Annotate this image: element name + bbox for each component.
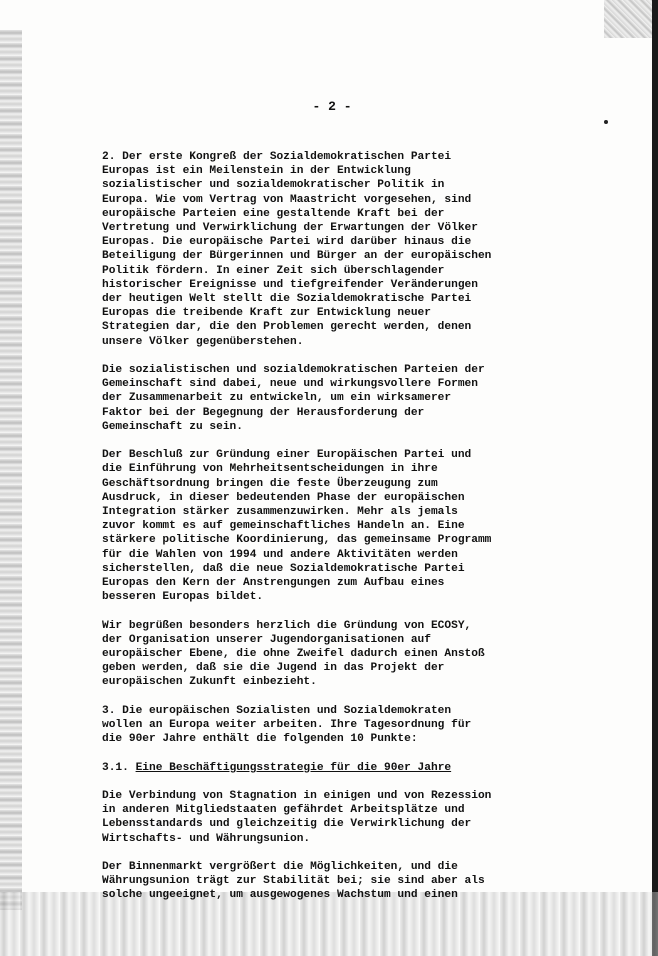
scan-edge-right bbox=[652, 0, 658, 956]
text-line: stärkere politische Koordinierung, das gemeinsame Programm bbox=[102, 534, 492, 547]
text-line: Europa. Wie vom Vertrag von Maastricht vorgesehen, sind bbox=[102, 193, 472, 206]
section-number: 3.1. bbox=[102, 761, 136, 774]
text-line: Gemeinschaft zu sein. bbox=[102, 420, 243, 433]
paragraph bbox=[102, 448, 542, 604]
text-line: solche ungeeignet, um ausgewogenes Wachstum und einen bbox=[102, 889, 458, 902]
text-line: Der Binnenmarkt vergrößert die Möglichkeiten, und die bbox=[102, 861, 458, 874]
scan-speck bbox=[604, 120, 608, 124]
document-body bbox=[102, 150, 542, 917]
scan-noise-top-right bbox=[604, 0, 652, 38]
text-line: in anderen Mitgliedstaaten gefährdet Arbeitsplätze und bbox=[102, 804, 465, 817]
text-line: unsere Völker gegenüberstehen. bbox=[102, 335, 304, 348]
text-line: Die sozialistischen und sozialdemokratischen Parteien der bbox=[102, 364, 485, 377]
text-line: Europas ist ein Meilenstein in der Entwicklung bbox=[102, 165, 411, 178]
text-line: Wirtschafts- und Währungsunion. bbox=[102, 832, 311, 845]
text-line: Vertretung und Verwirklichung der Erwartungen der Völker bbox=[102, 222, 478, 235]
text-line: wollen an Europa weiter arbeiten. Ihre Tagesordnung für bbox=[102, 719, 472, 732]
paragraph bbox=[102, 860, 542, 903]
text-line: der Organisation unserer Jugendorganisationen auf bbox=[102, 633, 431, 646]
text-line: europäischer Ebene, die ohne Zweifel dadurch einen Anstoß bbox=[102, 648, 485, 661]
text-line: Faktor bei der Begegnung der Herausforderung der bbox=[102, 406, 425, 419]
text-line: Europas. Die europäische Partei wird darüber hinaus die bbox=[102, 236, 472, 249]
scan-edge-left bbox=[0, 30, 22, 910]
text-line: Währungsunion trägt zur Stabilität bei; sie sind aber als bbox=[102, 875, 485, 888]
paragraph bbox=[102, 363, 542, 434]
text-line: besseren Europas bildet. bbox=[102, 591, 264, 604]
text-line: Integration stärker zusammenzuwirken. Mehr als jemals bbox=[102, 506, 458, 519]
text-line: sozialistischer und sozialdemokratischer Politik in bbox=[102, 179, 445, 192]
text-line: geben werden, daß sie die Jugend in das Projekt der bbox=[102, 662, 445, 675]
text-line: der Zusammenarbeit zu entwickeln, um ein wirksamerer bbox=[102, 392, 452, 405]
text-line: Beteiligung der Bürgerinnen und Bürger an der europäischen bbox=[102, 250, 492, 263]
text-line: Europas den Kern der Anstrengungen zum Aufbau eines bbox=[102, 577, 445, 590]
text-line: Der Beschluß zur Gründung einer Europäischen Partei und bbox=[102, 449, 472, 462]
text-line: Politik fördern. In einer Zeit sich überschlagender bbox=[102, 264, 445, 277]
text-line: historischer Ereignisse und tiefgreifender Veränderungen bbox=[102, 278, 478, 291]
text-line: Die Verbindung von Stagnation in einigen und von Rezession bbox=[102, 790, 492, 803]
text-line: der heutigen Welt stellt die Sozialdemokratische Partei bbox=[102, 293, 472, 306]
text-line: die Einführung von Mehrheitsentscheidungen in ihre bbox=[102, 463, 438, 476]
section-title: Eine Beschäftigungsstrategie für die 90er Jahre bbox=[135, 761, 452, 774]
paragraph bbox=[102, 150, 542, 349]
text-line: zuvor kommt es auf gemeinschaftliches Handeln an. Eine bbox=[102, 520, 465, 533]
text-line: europäische Parteien eine gestaltende Kraft bei der bbox=[102, 207, 445, 220]
paragraph bbox=[102, 704, 542, 747]
text-line: 2. Der erste Kongreß der Sozialdemokratischen Partei bbox=[102, 151, 452, 163]
text-line: Geschäftsordnung bringen die feste Überzeugung zum bbox=[102, 477, 438, 490]
paragraph bbox=[102, 789, 542, 846]
text-line: 3. Die europäischen Sozialisten und Sozialdemokraten bbox=[102, 704, 452, 717]
text-line: Ausdruck, in dieser bedeutenden Phase der europäischen bbox=[102, 491, 465, 504]
text-line: europäischen Zukunft einbezieht. bbox=[102, 676, 317, 689]
text-line: für die Wahlen von 1994 und andere Aktivitäten werden bbox=[102, 548, 458, 561]
text-line: Lebensstandards und gleichzeitig die Verwirklichung der bbox=[102, 818, 472, 831]
text-line: sicherstellen, daß die neue Sozialdemokratische Partei bbox=[102, 562, 465, 575]
text-line: Strategien dar, die den Problemen gerecht werden, denen bbox=[102, 321, 472, 334]
text-line: Gemeinschaft sind dabei, neue und wirkungsvollere Formen bbox=[102, 378, 478, 391]
text-line: die 90er Jahre enthält die folgenden 10 Punkte: bbox=[102, 733, 418, 746]
text-line: Europas die treibende Kraft zur Entwicklung neuer bbox=[102, 307, 431, 320]
paragraph bbox=[102, 619, 542, 690]
text-line: Wir begrüßen besonders herzlich die Gründung von ECOSY, bbox=[102, 619, 472, 632]
section-heading bbox=[102, 761, 542, 775]
page-number: - 2 - bbox=[312, 99, 352, 114]
